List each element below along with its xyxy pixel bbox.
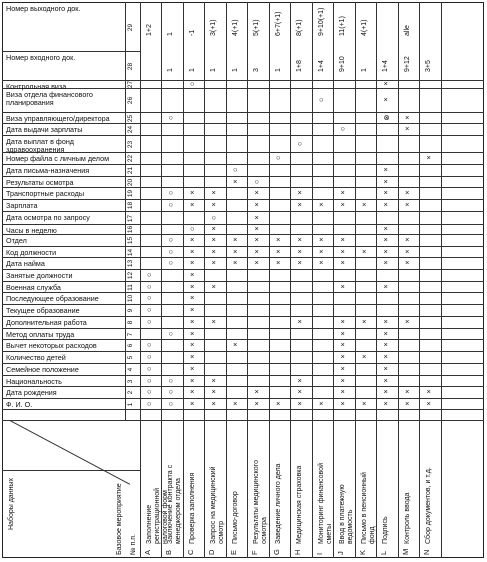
row-label: Метод оплаты труда — [6, 330, 75, 339]
cross-mark: × — [383, 224, 388, 233]
cross-mark: × — [405, 124, 410, 133]
grid-line — [2, 51, 140, 52]
column-letter: L — [379, 550, 388, 555]
row-number: 29 — [127, 23, 134, 31]
row-number: 3 — [127, 379, 134, 383]
cross-mark: × — [383, 235, 388, 244]
row-number: 13 — [127, 259, 134, 268]
cross-mark: × — [190, 235, 195, 244]
column-name: Мониторинг финансовой сметы — [318, 463, 333, 544]
grid-line — [312, 2, 313, 558]
cross-mark: × — [362, 317, 367, 326]
grid-line — [2, 112, 484, 113]
row-label: Последующее образование — [6, 294, 99, 303]
output-doc-number: 9+10(+1) — [318, 7, 325, 36]
row-label: Дата выплат в фонд здравоохранения — [6, 137, 74, 154]
row-number: 21 — [127, 166, 134, 175]
row-number: 20 — [127, 178, 134, 186]
input-doc-number: 3 — [253, 68, 260, 72]
input-doc-number: 1+8 — [296, 60, 303, 72]
cross-mark: × — [211, 200, 216, 209]
output-doc-number: 8(+1) — [296, 19, 303, 36]
row-number: 15 — [127, 236, 134, 245]
cross-mark: × — [190, 375, 195, 385]
grid-line — [2, 470, 140, 471]
grid-line — [2, 281, 484, 282]
cross-mark: × — [297, 375, 302, 385]
input-doc-number: 3+5 — [425, 60, 432, 72]
cross-mark: × — [405, 387, 410, 396]
cross-mark: × — [319, 246, 324, 256]
row-label: Номер входного док. — [6, 53, 76, 62]
cross-mark: × — [405, 200, 410, 209]
column-name: Результаты медицинского осмотра — [253, 460, 268, 544]
grid-line — [2, 386, 484, 387]
row-number: 16 — [127, 225, 134, 234]
cross-mark: × — [340, 235, 345, 244]
cross-mark: × — [340, 328, 345, 338]
row-number: 25 — [127, 114, 134, 122]
cross-mark: × — [190, 398, 195, 408]
row-label: Дата рождения — [6, 388, 57, 397]
column-letter: A — [143, 549, 152, 555]
row-label: Занятые должности — [6, 271, 73, 280]
cross-mark: × — [211, 281, 216, 291]
cross-mark: × — [211, 317, 216, 326]
grid-line — [2, 339, 484, 340]
cross-mark: × — [383, 340, 388, 349]
column-letter: G — [272, 549, 281, 555]
column-letter: F — [250, 550, 259, 555]
row-number: 4 — [127, 367, 134, 372]
cross-mark: × — [190, 258, 195, 267]
cross-mark: × — [211, 188, 216, 197]
circle-mark: ○ — [168, 235, 174, 244]
grid-line — [2, 398, 484, 399]
cross-mark: × — [190, 305, 195, 314]
cross-mark: × — [190, 328, 195, 338]
cross-mark: × — [190, 281, 195, 291]
cross-mark: × — [254, 188, 259, 197]
cross-mark: × — [383, 258, 388, 267]
row-label: Часы в неделю — [6, 226, 57, 235]
grid-line — [2, 316, 484, 317]
cross-mark: × — [383, 387, 388, 396]
cross-mark: × — [190, 317, 195, 326]
header-label: Базовое мероприятие — [116, 483, 123, 555]
grid-line — [2, 363, 484, 364]
grid-line — [269, 2, 270, 558]
cross-mark: × — [340, 387, 345, 396]
grid-line — [125, 2, 126, 420]
cross-mark: × — [383, 352, 388, 361]
column-letter: C — [186, 549, 195, 555]
circle-mark: ○ — [319, 95, 324, 104]
row-label: Контрольная виза — [6, 82, 67, 91]
cross-mark: × — [190, 188, 195, 197]
cross-mark: × — [276, 398, 281, 408]
cross-mark: × — [233, 398, 238, 408]
corner-label: Наборы данных — [8, 478, 15, 530]
output-doc-number: 3(+1) — [210, 19, 217, 36]
grid-line — [2, 375, 484, 376]
cross-mark: × — [276, 258, 281, 267]
cross-mark: × — [211, 398, 216, 408]
column-name: Медицинская страховка — [296, 465, 303, 544]
input-doc-number: 1 — [167, 68, 174, 72]
grid-line — [2, 246, 484, 247]
row-label: Транспортные расходы — [6, 189, 84, 198]
circle-mark: ○ — [168, 112, 174, 122]
input-doc-number: 1 — [361, 68, 368, 72]
input-doc-number: 1 — [189, 68, 196, 72]
row-label: Дата осмотра по запросу — [6, 213, 90, 222]
cross-mark: × — [319, 258, 324, 267]
cross-mark: × — [297, 188, 302, 197]
cross-mark: × — [405, 188, 410, 197]
cross-mark: × — [254, 246, 259, 256]
column-name: Ввод в платежную ведомость — [339, 484, 354, 544]
cross-mark: × — [297, 200, 302, 209]
cross-mark: × — [340, 258, 345, 267]
output-doc-number: -1 — [189, 29, 196, 36]
row-number: 24 — [127, 125, 134, 134]
circle-mark: ○ — [297, 138, 303, 148]
grid-line — [2, 269, 484, 270]
cross-mark: × — [297, 235, 302, 244]
input-doc-number: 1+4 — [318, 60, 325, 72]
row-label: Виза отдела финансового планирования — [6, 90, 93, 107]
circle-mark: ○ — [168, 328, 174, 338]
column-name: Заведение личного дела — [275, 463, 282, 544]
column-letter: M — [401, 548, 410, 555]
input-doc-number: 1+4 — [382, 60, 389, 72]
cross-mark: × — [190, 246, 195, 256]
cross-mark: × — [362, 352, 367, 361]
cross-mark: × — [362, 398, 367, 408]
cross-mark: × — [297, 398, 302, 408]
row-number: 10 — [127, 294, 134, 303]
output-doc-number: 4(+1) — [232, 19, 239, 36]
grid-line — [2, 351, 484, 352]
circle-mark: ○ — [190, 224, 195, 233]
cross-mark: × — [405, 258, 410, 267]
cross-mark: × — [254, 258, 259, 267]
column-letter: B — [164, 549, 173, 555]
grid-line — [2, 187, 484, 188]
row-number: 23 — [127, 140, 134, 148]
output-doc-number: 4(+1) — [361, 19, 368, 36]
cross-mark: × — [383, 165, 388, 174]
input-doc-number: 9+10 — [339, 56, 346, 72]
row-label: Количество детей — [6, 353, 66, 362]
grid-line — [419, 2, 420, 558]
output-doc-number: alle — [404, 25, 411, 36]
circle-mark: ○ — [147, 281, 152, 291]
circle-mark: ○ — [168, 200, 174, 209]
circle-mark: ○ — [168, 258, 174, 267]
cross-mark: × — [383, 317, 388, 326]
column-letter: H — [293, 549, 302, 555]
row-number: 1 — [127, 402, 134, 406]
grid-line — [140, 2, 141, 558]
cross-mark: × — [383, 281, 388, 291]
cross-mark: × — [340, 246, 345, 256]
cross-mark: × — [190, 352, 195, 361]
cross-mark: × — [319, 398, 324, 408]
cross-mark: × — [190, 340, 195, 349]
cross-mark: × — [383, 246, 388, 256]
cross-mark: × — [211, 387, 216, 396]
row-number: 19 — [127, 189, 134, 198]
cross-mark: × — [340, 340, 345, 349]
grid-line — [2, 292, 484, 293]
row-label: Вычет некоторых расходов — [6, 341, 97, 350]
cross-mark: × — [319, 235, 324, 244]
row-label: Дата письма-назначения — [6, 166, 90, 175]
cross-mark: × — [276, 246, 281, 256]
cross-mark: × — [233, 258, 238, 267]
circle-mark: ○ — [147, 364, 152, 373]
cross-mark: × — [340, 200, 345, 209]
grid-line — [2, 199, 484, 200]
row-number: 14 — [127, 248, 134, 256]
column-letter: D — [207, 549, 216, 555]
circle-mark: ○ — [190, 79, 195, 88]
cross-mark: × — [233, 235, 238, 244]
grid-line — [2, 211, 484, 212]
column-letter: J — [336, 551, 345, 555]
grid-line — [2, 257, 484, 258]
grid-line — [290, 2, 291, 558]
grid-line — [2, 135, 484, 136]
row-label: Код должности — [6, 248, 57, 257]
cross-mark: × — [340, 352, 345, 361]
grid-line — [2, 304, 484, 305]
grid-line — [441, 2, 442, 558]
circle-mark: ○ — [147, 317, 152, 326]
cross-mark: × — [254, 224, 259, 233]
cross-mark: × — [297, 258, 302, 267]
column-name: Письмо в пенсионный фонд — [361, 472, 376, 544]
grid-line — [2, 80, 484, 81]
circle-mark: ○ — [147, 398, 152, 408]
circled_cross-mark: ⊗ — [383, 112, 390, 122]
cross-mark: × — [211, 224, 216, 233]
row-label: Дата найма — [6, 259, 45, 268]
cross-mark: × — [362, 200, 367, 209]
circle-mark: ○ — [147, 340, 152, 349]
circle-mark: ○ — [147, 270, 152, 279]
column-name: Заключение контракта с менеджером отдела — [167, 464, 182, 544]
cross-mark: × — [383, 188, 388, 197]
grid-line — [2, 176, 484, 177]
cross-mark: × — [297, 387, 302, 396]
cross-mark: × — [254, 200, 259, 209]
circle-mark: ○ — [147, 387, 152, 396]
output-doc-number: 1+2 — [146, 24, 153, 36]
cross-mark: × — [254, 212, 259, 222]
grid-line — [2, 224, 484, 225]
row-label: Отдел — [6, 236, 27, 245]
column-name: Письмо-договор — [232, 491, 239, 544]
cross-mark: × — [426, 398, 431, 408]
cross-mark: × — [383, 364, 388, 373]
cross-mark: × — [383, 200, 388, 209]
grid-line — [2, 409, 484, 410]
row-number: 12 — [127, 271, 134, 280]
row-number: 5 — [127, 355, 134, 360]
cross-mark: × — [211, 235, 216, 244]
cross-mark: × — [383, 79, 388, 88]
row-number: 6 — [127, 343, 134, 348]
row-label: Виза управляющего/директора — [6, 114, 110, 123]
output-doc-number: 6+7(+1) — [275, 11, 282, 36]
cross-mark: × — [362, 246, 367, 256]
cross-mark: × — [254, 235, 259, 244]
column-letter: K — [358, 549, 367, 555]
grid-line — [2, 123, 484, 124]
circle-mark: ○ — [147, 293, 152, 302]
cross-mark: × — [233, 176, 238, 186]
row-number: 22 — [127, 154, 134, 163]
row-label: Национальность — [6, 377, 62, 386]
circle-mark: ○ — [168, 375, 174, 385]
row-number: 28 — [127, 62, 134, 70]
cross-mark: × — [405, 317, 410, 326]
row-number: 2 — [127, 390, 134, 395]
row-label: Номер файла с личным делом — [6, 154, 110, 163]
column-name: Запрос на медицинский осмотр — [210, 466, 225, 544]
row-label: Результаты осмотра — [6, 178, 74, 187]
cross-mark: × — [211, 258, 216, 267]
row-number: 11 — [127, 283, 134, 291]
output-doc-number: 5(+1) — [253, 19, 260, 36]
cross-mark: × — [211, 375, 216, 385]
column-name: Сбор документов, и т.д. — [425, 467, 432, 544]
cross-mark: × — [383, 176, 388, 186]
cross-mark: × — [383, 375, 388, 385]
row-number: 26 — [127, 96, 134, 105]
cross-mark: × — [319, 200, 324, 209]
grid-line — [226, 2, 227, 558]
cross-mark: × — [405, 235, 410, 244]
circle-mark: ○ — [147, 375, 152, 385]
circle-mark: ○ — [168, 246, 174, 256]
row-label: Текущее образование — [6, 306, 80, 315]
cross-mark: × — [190, 200, 195, 209]
cross-mark: × — [340, 188, 345, 197]
cross-mark: × — [383, 328, 388, 338]
cross-mark: × — [340, 317, 345, 326]
grid-line — [2, 164, 484, 165]
cross-mark: × — [426, 387, 431, 396]
input-doc-number: 9+12 — [404, 56, 411, 72]
column-name: Проверка заполнения — [189, 472, 196, 544]
circle-mark: ○ — [233, 165, 238, 174]
cross-mark: × — [190, 364, 195, 373]
row-label: Семейное положение — [6, 365, 79, 374]
row-number: 8 — [127, 320, 134, 325]
row-label: Дата выдачи зарплаты — [6, 125, 83, 134]
input-doc-number: 1 — [275, 68, 282, 72]
grid-line — [2, 328, 484, 329]
column-name: Контроль ввода — [404, 492, 411, 544]
column-letter: I — [315, 552, 324, 555]
grid-line — [355, 2, 356, 558]
row-label: Военная служба — [6, 283, 61, 292]
grid-line — [204, 2, 205, 558]
column-letter: E — [229, 549, 238, 555]
cross-mark: × — [211, 246, 216, 256]
grid-line — [183, 2, 184, 558]
number-label: № п.п. — [130, 534, 137, 555]
circle-mark: ○ — [147, 352, 152, 361]
cross-mark: × — [405, 112, 410, 122]
cross-mark: × — [426, 153, 431, 162]
row-number: 7 — [127, 332, 134, 336]
cross-mark: × — [297, 317, 302, 326]
cross-mark: × — [405, 246, 410, 256]
circle-mark: ○ — [168, 398, 174, 408]
cross-mark: × — [383, 95, 388, 104]
column-name: Подпись — [382, 516, 389, 544]
circle-mark: ○ — [211, 212, 217, 222]
column-name: Заполнение регистрационной налоговой форм — [146, 487, 169, 544]
cross-mark: × — [340, 281, 345, 291]
cross-mark: × — [233, 246, 238, 256]
cross-mark: × — [340, 364, 345, 373]
column-letter: N — [422, 549, 431, 555]
input-doc-number: 1 — [232, 68, 239, 72]
cross-mark: × — [405, 398, 410, 408]
output-doc-number: 1 — [167, 32, 174, 36]
row-number: 27 — [127, 80, 134, 89]
circle-mark: ○ — [254, 176, 260, 186]
grid-line — [2, 420, 484, 421]
cross-mark: × — [233, 340, 238, 349]
cross-mark: × — [254, 387, 259, 396]
circle-mark: ○ — [168, 387, 174, 396]
row-number: 9 — [127, 308, 134, 313]
circle-mark: ○ — [340, 124, 346, 133]
circle-mark: ○ — [276, 153, 281, 162]
cross-mark: × — [190, 293, 195, 302]
row-number: 18 — [127, 201, 134, 210]
cross-mark: × — [340, 398, 345, 408]
grid-line — [398, 2, 399, 558]
output-doc-number: 11(+1) — [339, 16, 346, 36]
cross-mark: × — [383, 398, 388, 408]
cross-mark: × — [190, 270, 195, 279]
row-label: Дополнительная работа — [6, 318, 87, 327]
row-label: Номер выходного док. — [6, 4, 81, 13]
cross-mark: × — [190, 387, 195, 396]
row-label: Зарплата — [6, 201, 38, 210]
cross-mark: × — [276, 235, 281, 244]
cross-mark: × — [254, 398, 259, 408]
circle-mark: ○ — [168, 188, 174, 197]
cross-mark: × — [297, 246, 302, 256]
row-label: Ф. И. О. — [6, 400, 33, 409]
input-doc-number: 1 — [210, 68, 217, 72]
cross-mark: × — [340, 375, 345, 385]
grid-line — [247, 2, 248, 558]
circle-mark: ○ — [147, 305, 152, 314]
row-number: 17 — [127, 214, 134, 222]
